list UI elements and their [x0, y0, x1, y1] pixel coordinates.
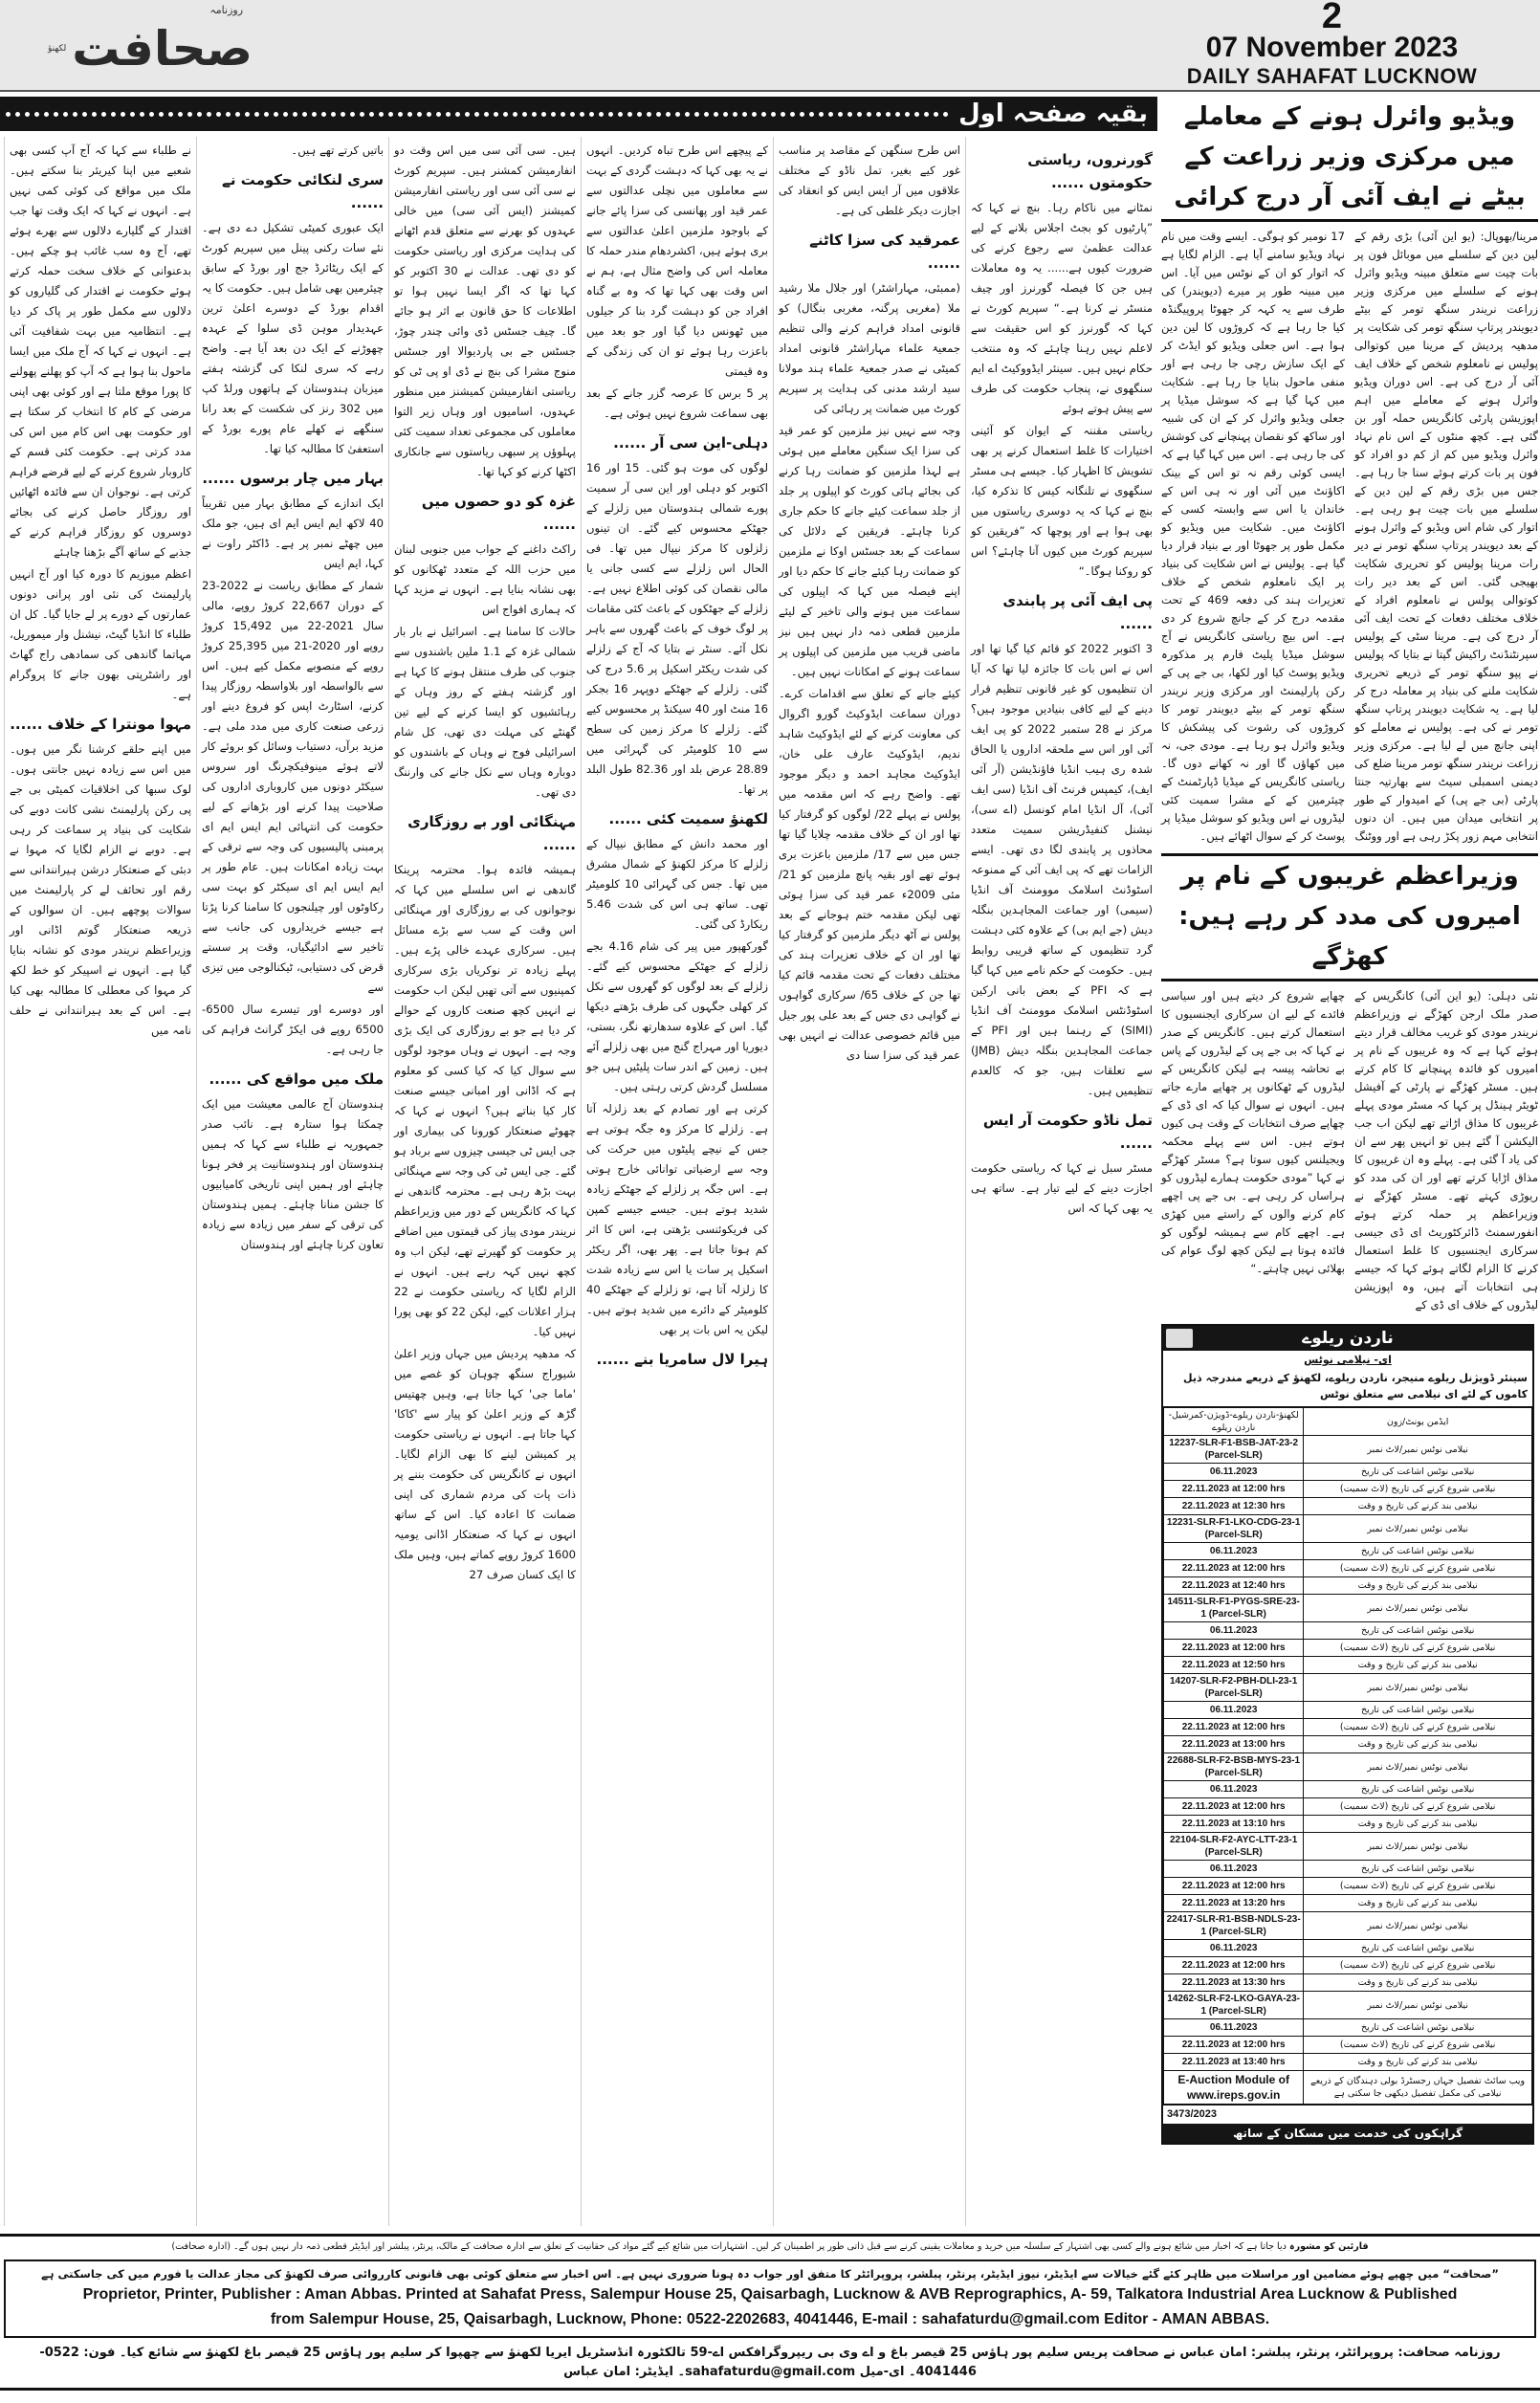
auction-label: نیلامی شروع کرنے کی تاریخ (لاٹ سمیت) — [1304, 1957, 1532, 1974]
paragraph: لوگوں کی موت ہو گئی۔ 15 اور 16 اکتوبر کو دہلی اور این سی آر سمیت پورے شمالی ہندوستان میں زلزلے کے جھٹکے محسوس کیے گئے۔ ان تینوں زلزلوں کا مرکز نیپال میں تھا۔ فی الحال اس زلزلے سے کسی جانی یا مالی نقصان کی کوئی اطلاع نہیں ہے۔ زلزلے کے جھٹکوں کے باعث کئی مقامات پر لوگ خوف کے باعث گھروں سے باہر نکل آئے۔ سنٹر نے بتایا کہ آج کے زلزلے کی شدت ریکٹر اسکیل پر 5.6 درج کی گئی۔ زلزلے کے جھٹکے دوپہر 16 بجکر 16 منٹ اور 40 سیکنڈ پر محسوس کیے گئے۔ زلزلے کا مرکز زمین کی سطح سے 10 کلومیٹر کی گہرائی میں 28.89 عرض بلد اور 82.36 طول البلد پر تھا۔ — [586, 461, 769, 796]
auction-value: 14207-SLR-F2-PBH-DLI-23-1 (Parcel-SLR) — [1164, 1674, 1304, 1702]
auction-value: 22.11.2023 at 13:10 hrs — [1164, 1816, 1304, 1833]
auction-value: 22.11.2023 at 12:00 hrs — [1164, 1481, 1304, 1498]
auction-label: نیلامی نوٹس نمبر/لاٹ نمبر — [1304, 1674, 1532, 1702]
auction-label: ایڈمن یونٹ/زون — [1304, 1408, 1532, 1436]
auction-label: نیلامی شروع کرنے کی تاریخ (لاٹ سمیت) — [1304, 2037, 1532, 2054]
auction-row — [1164, 1481, 1532, 1498]
auction-value: 14262-SLR-F2-LKO-GAYA-23-1 (Parcel-SLR) — [1164, 1992, 1304, 2019]
paragraph: نمٹانے میں ناکام رہا۔ بنچ نے کہا کہ ”پارٹیوں کو بجٹ اجلاس بلانے کے لیے عدالت عظمیٰ سے رجوع کرنے کی ضرورت کیوں ہے...... یہ وہ معاملات ہیں جن کا فیصلہ گورنرز اور چیف منسٹر نے کرنا ہے۔“ سپریم کورٹ نے کہا کہ گورنرز کو اس حقیقت سے لاعلم نہیں رہنا چاہئے کہ وہ منتخب حکام نہیں ہیں۔ سینئر ایڈووکیٹ اے ایم سنگھوی نے، پنجاب حکومت کی طرف سے پیش ہوتے ہوئے — [971, 201, 1153, 415]
subheading: تمل ناڈو حکومت آر ایس ...... — [982, 1112, 1153, 1152]
ad-title: ناردن ریلوے — [1302, 1329, 1394, 1348]
issue-date: 07 November 2023 — [1205, 32, 1459, 63]
auction-row — [1164, 1940, 1532, 1957]
paragraph: کے پیچھے اس طرح تباہ کردیں۔ انہوں نے یہ بھی کہا کہ دہشت گردی کے بہت سے معاملوں میں نچلی عدالتوں سے عمر قید اور پھانسی کی سزا پائے جانے کے باوجود ملزمین اعلیٰ عدالتوں سے بری ہوئے ہیں، اکشردھام مندر حملہ کا معاملہ اس کی واضح مثال ہے، ہم نے اس وقت بھی کہا تھا کہ وہ بے گناہ افراد جن کو دہشت گرد بنا کر جیلوں میں ٹھونس دیا گیا اور جو بعد میں باعزت رہا ہوئے تو ان کی زندگی کے وہ قیمتی — [586, 143, 768, 378]
auction-value: 22.11.2023 at 12:30 hrs — [1164, 1498, 1304, 1515]
advice-label: قارئین کو مشورہ — [1288, 2241, 1369, 2252]
page-body — [0, 97, 1540, 2226]
story-column: 17 نومبر کو ہوگی۔ ایسے وقت میں نام نہاد ویڈیو سامنے آیا ہے۔ الزام لگایا ہے کہ اتوار کو ان کے نوٹس میں آیا۔ اس میں مبینہ طور پر میرے (دیویندر) کی طرف سے یہ کہہ کر جھوٹا پروپیگنڈہ کیا جا رہا ہے کہ کروڑوں کا لین دین ہوا ہے۔ اس جعلی ویڈیو کو ایڈٹ کر کے ایک سازش رچی جا رہی ہے اور منفی ماحول بنایا جا رہا ہے۔ شکایت میں کہا گیا ہے کہ سوشل میڈیا پر جعلی ویڈیو وائرل کر کے ان کی شبیہ اور ساکھ کو نقصان پہنچانے کی کوشش کی جا رہی ہے۔ اس میں کہا گیا ہے کہ ایسی کوئی رقم نہ تو اس کے بینک اکاؤنٹ میں آئی اور نہ ہی اس کے خاندان یا اس سے وابستہ کسی کے اکاؤنٹ میں۔ شکایت میں ویڈیو کو مکمل طور پر جھوٹا اور بے بنیاد قرار دیا گیا ہے۔ پولیس نے اس شکایت کی بنیاد پر ایک نامعلوم شخص کے خلاف تعزیرات ہند کی دفعہ 469 کے تحت مقدمہ درج کر کے جانچ شروع کر دی ہے۔ اس بیچ ریاستی کانگریس نے آج سوشل میڈیا پلیٹ فارم پر مذکورہ ویڈیو پوسٹ کیا اور لکھا، بی جے پی کے رکن پارلیمنٹ اور مرکزی وزیر نریندر سنگھ تومر کے بیٹے دیویندر تومر کا کروڑوں کی رشوت کی پیشکش کا ویڈیو وائرل ہو رہا ہے۔ مودی جی، نہ میں کھاؤں گا اور نہ کھانے دوں گا۔ ریاستی کانگریس کے میڈیا ڈپارٹمنٹ کے چیئرمین کے کے مشرا سمیت کئی لیڈروں نے اس ویڈیو کو سوشل میڈیا پر پوسٹ کر کے سوال اٹھائے ہیں۔ — [1161, 230, 1346, 843]
auction-label: نیلامی شروع کرنے کی تاریخ (لاٹ سمیت) — [1304, 1640, 1532, 1657]
subheading: غزہ کو دو حصوں میں ...... — [421, 493, 576, 533]
paragraph: ہیں۔ سی آئی سی میں اس وقت دو انفارمیشن کمشنر ہیں۔ سپریم کورٹ نے سی آئی سی اور ریاستی انفارمیشن کمیشنز (ایس آئی سی) میں خالی عہدوں کو بھرنے سے متعلق قدم اٹھانے کی ہدایت مرکزی اور ریاستی حکومت کو دی تھی۔ عدالت نے 30 اکتوبر کو کہا تھا کہ اگر ایسا نہیں ہوا تو اطلاعات کا حق قانون بے اثر ہو جائے گا۔ چیف جسٹس ڈی وائی چندر چوڑ، جسٹس جے بی پاردیوالا اور جسٹس منوج مشرا کی بنچ نے ڈی او پی ٹی کو ریاستی انفارمیشن کمیشنز میں منظور عہدوں، اسامیوں اور وہاں زیر التوا معاملوں کی مجموعی تعداد سمیت کئی پہلوؤں پر سبھی ریاستوں سے جانکاری اکٹھا کرنے کو کہا تھا۔ — [394, 143, 576, 478]
subheading: پی ایف آئی پر پابندی ...... — [1002, 592, 1153, 632]
news-column — [196, 137, 388, 2226]
auction-row — [1164, 1719, 1532, 1736]
paragraph: ایک اندازے کے مطابق بہار میں تقریباً 40 لاکھ ایم ایس ایم ای ہیں، جو ملک میں چھٹے نمبر پر ہے۔ ڈاکٹر راوت نے کہا، ایم ایس — [202, 496, 384, 570]
newspaper-logo — [48, 4, 253, 80]
auction-value: 22.11.2023 at 12:00 hrs — [1164, 1957, 1304, 1974]
railway-auction-notice — [1161, 1324, 1534, 2145]
auction-row — [1164, 1622, 1532, 1640]
auction-row — [1164, 1816, 1532, 1833]
section-banner-title: بقیہ صفحہ اول — [958, 99, 1148, 128]
auction-label: نیلامی شروع کرنے کی تاریخ (لاٹ سمیت) — [1304, 1878, 1532, 1895]
auction-row — [1164, 1560, 1532, 1577]
auction-value: 22.11.2023 at 13:20 hrs — [1164, 1895, 1304, 1912]
paragraph: ہمیشہ فائدہ ہوا۔ محترمہ پرینکا گاندھی نے اس سلسلے میں کہا کہ نوجوانوں کی بے روزگاری اور مہنگائی اس وقت کے سب سے بڑے مسائل ہیں۔ سرکاری عہدے خالی پڑے ہیں۔ پہلے زیادہ تر نوکریاں بڑی سرکاری کمپنیوں سے آتی تھیں لیکن اب حکومت نے انہیں کچھ صنعت کاروں کے حوالے کر دیا ہے جو بے روزگاری کی ایک بڑی وجہ ہے۔ انہوں نے وہاں موجود لوگوں سے سوال کیا کہ کیا کسی کو معلوم ہے کہ اڈانی اور امبانی جیسے صنعت کار کیا بناتے ہیں؟ انہوں نے کہا کہ چھوٹے صنعتکار کورونا کی بیماری اور جی ایس ٹی جیسی چیزوں سے برباد ہو گئے۔ جی ایس ٹی کی وجہ سے مہنگائی بہت بڑھ رہی ہے۔ محترمہ گاندھی نے کہا کہ کانگریس کے دور میں وزیراعظم نریندر مودی پیاز کی قیمتوں میں اضافے پر حکومت کو گھیرتے تھے، لیکن اب وہ کچھ نہیں کہہ رہے ہیں۔ انہوں نے الزام لگایا کہ ریاستی حکومت نے 22 ہزار اعلانات کیے، لیکن 22 کو بھی پورا نہیں کیا۔ — [394, 863, 576, 1338]
auction-value: 22688-SLR-F2-BSB-MYS-23-1 (Parcel-SLR) — [1164, 1753, 1304, 1781]
auction-label: نیلامی بند کرنے کی تاریخ و وقت — [1304, 1895, 1532, 1912]
auction-value: 06.11.2023 — [1164, 1861, 1304, 1878]
news-column — [388, 137, 581, 2226]
ireps-link[interactable] — [1164, 2071, 1304, 2105]
dotted-divider — [6, 112, 949, 117]
imprint-line: Proprietor, Printer, Publisher : Aman Abbas. Printed at Sahafat Press, Salempur House 25, Qaisarbagh, Lucknow & AVB Reprographics, A- 59, Talkatora Industrial Area Lucknow & Published — [82, 2286, 1458, 2303]
paragraph: شمار کے مطابق ریاست نے 2022-23 کے دوران 22,667 کروڑ روپے، مالی سال 2021-22 میں 15,492 کروڑ روپے اور 2020-21 میں 25,395 کروڑ روپے کے منصوبے مکمل کیے ہیں۔ اس سے بالواسطہ اور بلاواسطہ روزگار پیدا کرنے، اسٹارٹ اپس کو فروغ دینے اور زرعی صنعت کاری میں مدد ملی ہے۔ مزید برآں، دستیاب وسائل کو بروئے کار لاتے ہوئے مینوفیکچرنگ اور سروس سیکٹر دونوں میں کاروباری اداروں کی صلاحیت پیدا کرنے اور بڑھانے کے لیے حکومت کی انتہائی ایم ایس ایم ای پرمبنی پالیسیوں کی وجہ سے ترقی کے بہت زیادہ امکانات ہیں۔ عام طور پر ایم ایس ایم ای سیکٹر کو بہت سی رکاوٹوں اور چیلنجوں کا سامنا کرنا پڑتا ہے جیسے خریداروں کی جانب سے تاخیر سے ادائیگیاں، وقت پر سستے قرض کی دستیابی، ٹیکنالوجی میں تیزی سے — [202, 579, 384, 994]
auction-value: 22.11.2023 at 13:40 hrs — [1164, 2054, 1304, 2071]
paragraph: اور محمد دانش کے مطابق نیپال کے زلزلے کا مرکز لکھنؤ کے شمال مشرق میں تھا۔ جس کی گہرائی 10 کلومیٹر تھی۔ ساتھ ہی اس کی شدت 5.46 ریکارڈ کی گئی۔ — [586, 837, 769, 931]
news-column — [581, 137, 773, 2226]
paragraph: کیئے جانے کے تعلق سے اقدامات کرے۔ دوران سماعت ایڈوکیٹ گورو اگروال کی معاونت کرنے کے لئے ایڈوکیٹ شاہد ندیم، ایڈوکیٹ عارف علی خان، ایڈوکیٹ مجاہد احمد و دیگر موجود تھے۔ واضح رہے کہ اس مقدمہ میں پولس نے پہلے 22/ لوگوں کو گرفتار کیا تھا اور ان کے خلاف مقدمہ چلایا گیا تھا جس میں سے 17/ ملزمین باعزت بری ہوئے تھے اور بقیہ پانچ ملزمین کو 21/ مئی 2009ء عمر قید کی سزا ہوئی تھی لیکن مقدمہ ختم ہوجانے کے بعد پولس نے آٹھ دیگر ملزمین کو گرفتار کیا تھا اور ان کے خلاف تعزیرات ہند کی مختلف دفعات کے تحت مقدمہ قائم کیا تھا جن کے خلاف 65/ سرکاری گواہوں نے گواہی دی جس کے بعد علی پور جیل میں قائم خصوصی عدالت نے انہیں بھی عمر قید کی سزا سنا دی — [779, 687, 960, 1062]
auction-label: نیلامی نوٹس نمبر/لاٹ نمبر — [1304, 1753, 1532, 1781]
paragraph: وجہ سے نہیں نیز ملزمین کو عمر قید کی سزا ایک سنگین معاملے میں ہوئی ہے لہذا ملزمین کو ضمانت رہا کرنے کی بجائے ہائی کورٹ کو اپیلوں پر جلد از جلد سماعت کیئے جانے کا حکم جاری کرنا چاہئے۔ فریقین کے دلائل کی سماعت کے بعد جسٹس اوکا نے ملزمین کو ضمانت رہا کیئے جانے کا حکم دیا اور اپنے فیصلہ میں کہا کہ اپیلوں کی سماعت میں ہونے والی تاخیر کے لیئے ملزمین قطعی ذمہ دار نہیں ہیں نیز ماضی قریب میں ملزمین کی اپیلوں پر سماعت ہونے کے امکانات نہیں ہیں۔ — [779, 424, 960, 678]
auction-value: 22.11.2023 at 12:50 hrs — [1164, 1657, 1304, 1674]
news-column — [4, 137, 196, 2226]
subheading: مہنگائی اور بے روزگاری ...... — [407, 813, 576, 853]
auction-value: 06.11.2023 — [1164, 2019, 1304, 2037]
website-row — [1164, 2071, 1532, 2105]
paragraph: راکٹ داغنے کے جواب میں جنوبی لبنان میں حزب اللہ کے متعدد ٹھکانوں کو بھی نشانہ بنایا ہے۔ انہوں نے مزید کہا کہ ہماری افواج اس — [394, 542, 576, 616]
auction-row — [1164, 2054, 1532, 2071]
story-kharge — [1161, 853, 1538, 1314]
auction-label: نیلامی بند کرنے کی تاریخ و وقت — [1304, 1974, 1532, 1992]
auction-value: 22.11.2023 at 12:40 hrs — [1164, 1577, 1304, 1595]
auction-value: 06.11.2023 — [1164, 1702, 1304, 1719]
story-column: چھاپے شروع کر دیتے ہیں اور سیاسی فائدے کے لیے ان سرکاری ایجنسیوں کا استعمال کرتے ہیں۔ کانگریس کے صدر نے کہا کہ بی جے پی کے لیڈروں کے پاس بے تحاشہ پیسہ ہے لیکن کانگریس کے لیڈروں کے ٹھکانوں پر چھاپے مارے جاتے ہیں۔ انہوں نے سوال کیا کہ ای ڈی کے چھاپے صرف انتخابات کے وقت ہی کیوں ہوتے ہیں۔ اس سے پہلے محکمہ ویجیلنس کیوں سوتا ہے؟ مسٹر کھڑگے نے کہا ”مودی حکومت ہمارے لیڈروں کو ہراساں کر رہی ہے۔ بی جے پی اچھے کام کرنے والوں کے راستے میں کھڑی ہے۔ اچھے کام سے ہمیشہ لوگوں کو فائدہ ہوتا ہے لیکن کچھ لوگ عوام کی بھلائی نہیں چاہتے۔“ — [1161, 989, 1345, 1275]
railway-logo-icon — [1166, 1329, 1193, 1348]
auction-value: لکھنؤ-ناردن ریلوے-ڈویژن-کمرشیل-ناردن ریلوے — [1164, 1408, 1304, 1436]
auction-row — [1164, 1595, 1532, 1622]
auction-value: 22.11.2023 at 12:00 hrs — [1164, 1878, 1304, 1895]
auction-row — [1164, 1498, 1532, 1515]
auction-label: نیلامی نوٹس اشاعت کی تاریخ — [1304, 1464, 1532, 1481]
continuation-columns — [0, 137, 1157, 2226]
auction-label: نیلامی نوٹس نمبر/لاٹ نمبر — [1304, 1912, 1532, 1940]
paragraph: (ممبئی، مہاراشٹر) اور جلال ملا رشید ملا (مغربی پرگنہ، مغربی بنگال) کو قانونی امداد فراہم کرنے والی تنظیم جمعیۃ علماء مہاراشٹر قانونی امداد کمیٹی نے صدر جمعیۃ علماء ہند مولانا سید ارشد مدنی کی ہدایت پر سپریم کورٹ میں ضمانت پر رہائی کی — [779, 281, 960, 415]
paragraph: ہندوستان آج عالمی معیشت میں ایک چمکتا ہوا ستارہ ہے۔ نائب صدر جمہوریہ نے طلباء سے کہا کہ ہمیں ہندوستان اور ہندوستانیت پر فخر ہونا چاہئے اور ہمیں اپنی تاریخی کامیابیوں کا جشن منانا چاہئے۔ ہمیں ہندوستان کی ترقی کے سفر میں زیادہ سے زیادہ تعاون کرنا چاہئے اور ہندوستان — [202, 1097, 384, 1251]
auction-row — [1164, 1464, 1532, 1481]
auction-row — [1164, 1781, 1532, 1798]
news-column — [965, 137, 1157, 2226]
subheading: عمرقید کی سزا کاٹنے ...... — [809, 231, 960, 272]
auction-row — [1164, 1543, 1532, 1560]
disclaimer: ”صحافت“ میں چھپے ہوئے مضامین اور مراسلات میں ظاہر کئے گئے خیالات سے ایڈیٹر، نیوز ایڈیٹر، پرنٹر، پبلشر، پروپرائٹر کا متفق اور جواب دہ ہونا ضروری نہیں ہے۔ اس اخبار سے متعلق کوئی بھی قانونی کارروائی صرف لکھنؤ کی مجاز عدالت یا فورم میں کی جاسکتی ہے — [41, 2267, 1499, 2281]
auction-value: 22.11.2023 at 13:30 hrs — [1164, 1974, 1304, 1992]
auction-value: 22.11.2023 at 12:00 hrs — [1164, 1798, 1304, 1816]
paragraph: پر 5 برس کا عرصہ گزر جانے کے بعد بھی سماعت شروع نہیں ہوئی ہے۔ — [586, 386, 768, 420]
story-headline: ویڈیو وائرل ہونے کے معاملے میں مرکزی وزیر زراعت کے بیٹے نے ایف آئی آر درج کرائی — [1161, 97, 1538, 222]
auction-label: نیلامی نوٹس اشاعت کی تاریخ — [1304, 1543, 1532, 1560]
story-fir-video — [1161, 97, 1538, 846]
logo-city: لکھنؤ — [48, 44, 67, 54]
paragraph: اور دوسرے اور تیسرے سال 6500-6500 روپے فی ایکڑ گرانٹ فراہم کی جا رہی ہے۔ — [202, 1003, 384, 1056]
story-headline: وزیراعظم غریبوں کے نام پر امیروں کی مدد کر رہے ہیں: کھڑگے — [1161, 856, 1538, 981]
auction-label: نیلامی شروع کرنے کی تاریخ (لاٹ سمیت) — [1304, 1798, 1532, 1816]
story-column: نئی دہلی: (یو این آئی) کانگریس کے صدر ملک ارجن کھڑگے نے وزیراعظم نریندر مودی کو غریب مخالف قرار دیتے ہوئے کہا ہے کہ وہ غریبوں کے نام پر امیروں کو فائدہ پہنچانے کا کام کرتے ہیں۔ مسٹر کھڑگے نے پارٹی کے آفیشل ٹویٹر ہینڈل پر کہا کہ مسٹر مودی پہلے غریبوں کا مذاق اڑاتے تھے لیکن اب جب الیکشن آ گئے ہیں تو انہیں پھر سے ان کی یاد آ گئی ہے۔ پہلے وہ ان غریبوں کا مذاق اڑایا کرتے تھے اور ان کی مدد کو ریوڑی کہتے تھے۔ مسٹر کھڑگے نے وزیراعظم پر حملہ کرتے ہوئے انفورسمنٹ ڈائرکٹوریٹ ای ڈی جیسی سرکاری ایجنسیوں کا غلط استعمال کرنے کا الزام لگاتے ہوئے کہا کہ جیسے ہی انتخابات آتے ہیں، وہ اپوزیشن لیڈروں کے خلاف ای ڈی کے — [1354, 989, 1538, 1312]
masthead — [0, 0, 1540, 92]
paragraph: کہ مدھیہ پردیش میں جہاں وزیر اعلیٰ شیوراج سنگھ چوہان کو غصے میں 'ماما جی' کہا جاتا ہے، وہیں چھتیس گڑھ کے وزیر اعلیٰ کو پیار سے 'کاکا' کہا جاتا ہے۔ انہوں نے ریاستی حکومت پر کمیشن لینے کا بھی الزام لگایا۔ انہوں نے کانگریس کی حکومت بننے پر ذات پات کی مردم شماری کی اپنی ضمانت کا اعادہ کیا۔ اس کے ساتھ انہوں نے کہا کہ صنعتکار اڈانی یومیہ 1600 کروڑ روپے کماتے ہیں، وہیں ملک کا ایک کسان صرف 27 — [394, 1347, 576, 1581]
auction-value: 22104-SLR-F2-AYC-LTT-23-1 (Parcel-SLR) — [1164, 1833, 1304, 1861]
subheading: گورنروں، ریاستی حکومتوں ...... — [1027, 151, 1153, 191]
paragraph: اس طرح سنگھن کے مقاصد پر مناسب غور کیے بغیر، تمل ناڈو کے مختلف علاقوں میں آر ایس ایس کو انعقاد کی اجازت دیکر غلطی کی ہے۔ — [779, 143, 960, 217]
auction-row — [1164, 1833, 1532, 1861]
auction-label: نیلامی نوٹس اشاعت کی تاریخ — [1304, 1781, 1532, 1798]
auction-label: نیلامی بند کرنے کی تاریخ و وقت — [1304, 1577, 1532, 1595]
paragraph: نے طلباء سے کہا کہ آج آپ کسی بھی شعبے میں اپنا کیریئر بنا سکتے ہیں۔ ملک میں مواقع کی کوئی کمی نہیں ہے۔ انہوں نے کہا کہ ایک وقت تھا جب اقتدار کے گلیارے دلالوں سے بھرے ہوئے تھے، آج وہ سب غائب ہو چکے ہیں۔ بدعنوانی کے خلاف سخت حملہ کرتے ہوئے حکومت نے اقتدار کی گلیاروں کو دلالوں سے مکمل طور پر پاک کر دیا ہے۔ انتظامیہ میں بہت شفافیت آئی ہے۔ انہوں نے کہا کہ آج ملک میں ایسا ماحول بنا ہوا ہے کہ آپ کو پھلنے پھولنے کا پورا موقع ملتا ہے اور کوئی بھی اپنی مرضی کے کام کا انتخاب کر سکتا ہے اور حکومت بھی اس کام میں اس کی مدد کرتی ہے۔ حکومت کئی قسم کے کاروبار شروع کرنے کے لیے قرضے فراہم کرتی ہے۔ نوجوان ان سے فائدہ اٹھائیں اور روزگار حاصل کرنے کی بجائے دوسروں کو روزگار فراہم کرنے کے جذبے کے ساتھ آگے بڑھنا چاہئے — [10, 143, 191, 559]
subheading: مہوا مونترا کے خلاف ...... — [10, 716, 191, 733]
section-banner — [0, 97, 1157, 131]
auction-value: 06.11.2023 — [1164, 1622, 1304, 1640]
auction-label: نیلامی نوٹس نمبر/لاٹ نمبر — [1304, 1833, 1532, 1861]
auction-row — [1164, 1577, 1532, 1595]
auction-label: نیلامی نوٹس اشاعت کی تاریخ — [1304, 1861, 1532, 1878]
auction-row — [1164, 1912, 1532, 1940]
auction-row — [1164, 1895, 1532, 1912]
auction-label: نیلامی بند کرنے کی تاریخ و وقت — [1304, 1498, 1532, 1515]
auction-value: 12237-SLR-F1-BSB-JAT-23-2 (Parcel-SLR) — [1164, 1436, 1304, 1464]
auction-row — [1164, 1957, 1532, 1974]
auction-value: 06.11.2023 — [1164, 1464, 1304, 1481]
auction-label: نیلامی نوٹس اشاعت کی تاریخ — [1304, 1622, 1532, 1640]
auction-row — [1164, 1674, 1532, 1702]
paragraph: میں اپنے حلقے کرشنا نگر میں ہوں۔ میں اس سے زیادہ نہیں جانتی ہوں۔ لوک سبھا کی اخلاقیات کمیٹی بی جے پی رکن پارلیمنٹ نشی کانت دوبے کی شکایت کی بنیاد پر سماعت کر رہی ہے۔ دوبے نے الزام لگایا کہ مہوا نے دبئی کے صنعتکار درشن ہیرانندانی سے رقم اور تحائف لے کر پارلیمنٹ میں سوالات پوچھے ہیں۔ ان سوالوں کے ذریعہ صنعتکار گوتم اڈانی اور وزیراعظم نریندر مودی کو نشانہ بنایا گیا ہے۔ انہوں نے اسپیکر کو خط لکھ کر مہوا کی معطلی کا مطالبہ بھی کیا ہے۔ اس کے بعد ہیرانندانی نے حلف نامہ میں — [10, 742, 191, 1037]
left-section — [0, 97, 1157, 2226]
subheading: ہیرا لال سامریا بنے ...... — [596, 1351, 768, 1368]
paragraph: گورکھپور میں پیر کی شام 4.16 بجے زلزلے کے جھٹکے محسوس کیے گئے۔ زلزلے کے بعد لوگوں کو گھروں سے نکل کر کھلی جگہوں کی طرف بڑھتے دیکھا گیا۔ اس کے علاوہ سدھارتھ نگر، بستی، دیوریا اور مہراج گنج میں بھی زلزلے آئے ہیں۔ زمین کے اندر سات پلیٹیں ہیں جو مسلسل گردش کرتی رہتی ہیں۔ — [586, 939, 768, 1093]
paragraph: اعظم میوزیم کا دورہ کیا اور آج انہیں پارلیمنٹ کی نئی اور پرانی دونوں عمارتوں کے دورے پر لے جایا گیا۔ کل ان طلباء کا انڈیا گیٹ، نیشنل وار میموریل، مہاتما گاندھی کی سمادھی راج گھاٹ اور راشٹرپتی بھون جانے کا پروگرام ہے۔ — [10, 567, 191, 701]
ad-subtitle: ای- نیلامی نوٹس — [1304, 1354, 1392, 1366]
auction-label: نیلامی نوٹس اشاعت کی تاریخ — [1304, 1702, 1532, 1719]
auction-value: 12231-SLR-F1-LKO-CDG-23-1 (Parcel-SLR) — [1164, 1515, 1304, 1543]
auction-row — [1164, 1878, 1532, 1895]
auction-label: نیلامی نوٹس اشاعت کی تاریخ — [1304, 1940, 1532, 1957]
ireps-url[interactable]: www.ireps.gov.in — [1186, 2088, 1281, 2102]
auction-label: نیلامی شروع کرنے کی تاریخ (لاٹ سمیت) — [1304, 1560, 1532, 1577]
auction-label: نیلامی نوٹس اشاعت کی تاریخ — [1304, 2019, 1532, 2037]
logo-subtitle: روزنامہ — [209, 4, 244, 16]
paragraph: 3 اکتوبر 2022 کو قائم کیا گیا تھا اور اس نے اس بات کا جائزہ لیا تھا کہ آیا ان تنظیموں کو غیر قانونی تنظیم قرار دینے کے لیے کافی بنیادیں موجود ہیں؟ مرکز نے 28 ستمبر 2022 کو پی ایف آئی اور اس سے ملحقہ اداروں یا الحاق شدہ ری ہیب انڈیا فاؤنڈیشن (آر آئی ایف)، کیمپس فرنٹ آف انڈیا (سی ایف آئی)، آل انڈیا امام کونسل (اے سی)، نیشنل کنفیڈریشن سمیت متعدد محاذوں پر پابندی لگا دی تھی۔ ایسے الزامات تھے کہ پی ایف آئی کے ممنوعہ اسٹوڈنٹ اسلامک موومنٹ آف انڈیا (سیمی) اور جماعت المجاہدین بنگلہ دیش (جے ایم بی) کے علاوہ کئی دہشت گرد تنظیموں کے ساتھ قریبی روابط ہیں۔ حکومت کے حکم نامے میں کہا گیا ہے کہ PFI کے بعض بانی ارکین اسٹوڈنٹس اسلامک موومنٹ آف انڈیا (SIMI) کے رہنما ہیں اور PFI کے جماعت المجاہدین بنگلہ دیش (JMB) سے تعلقات ہیں، جو کہ کالعدم تنظیمیں ہیں۔ — [971, 642, 1153, 1097]
ad-intro: سینئر ڈویژنل ریلوے منیجر، ناردن ریلوے، لکھنؤ کے ذریعے مندرجہ ذیل کاموں کے لئے ای نیلامی سے متعلق نوٹس — [1163, 1370, 1532, 1407]
auction-value: 22.11.2023 at 12:00 hrs — [1164, 1560, 1304, 1577]
auction-value: 22.11.2023 at 12:00 hrs — [1164, 1719, 1304, 1736]
auction-label: نیلامی نوٹس نمبر/لاٹ نمبر — [1304, 1515, 1532, 1543]
ad-tagline: گراہکوں کی خدمت میں مسکان کے ساتھ — [1163, 2124, 1532, 2143]
auction-label: نیلامی بند کرنے کی تاریخ و وقت — [1304, 1816, 1532, 1833]
auction-row — [1164, 1798, 1532, 1816]
auction-value: 22417-SLR-R1-BSB-NDLS-23-1 (Parcel-SLR) — [1164, 1912, 1304, 1940]
right-stories — [1161, 97, 1538, 2226]
story-column: مرینا/بھوپال: (یو این آئی) بڑی رقم کے لین دین کے سلسلے میں موبائل فون پر بات چیت سے متعلق مبینہ ویڈیو وائرل ہونے کے سلسلے میں مرکزی وزیر زراعت نریندر سنگھ تومر کے بیٹے دیویندر پرتاپ سنگھ تومر کی شکایت پر مدھیہ پردیش کے مرینا میں کوتوالی پولیس نے نامعلوم شخص کے خلاف ایف آئی آر درج کی ہے۔ اس دوران ویڈیو وائرل ہونے کے معاملے میں اہم اپوزیشن پارٹی کانگریس حملہ آور بن گئی ہے۔ کچھ منٹوں کے اس نام نہاد وائرل ویڈیو میں کم از کم دو افراد کو فون پر بات کرتے ہوئے سنا جا رہا ہے۔ جس میں بڑی رقم کے لین دین کے سلسلے میں بات چیت ہو رہی ہے۔ اتوار کی شام اس ویڈیو کے وائرل ہونے کے بعد دیویندر پرتاپ سنگھ تومر نے دیر رات مرینا پولیس کو تحریری شکایت بھیجی گئی۔ اس کے بعد دیر رات کوتوالی پولس نے نامعلوم افراد کے خلاف مختلف دفعات کے تحت ایف آئی آر درج کی ہے۔ مرینا سٹی کے پولیس سپرنٹنڈنٹ راکیش گپتا نے بتایا کہ پولیس نے پپو سنگھ تومر کے ذریعے تحریری شکایت ملنے کی بنیاد پر معاملہ درج کر لیا ہے۔ یہ شکایت دیویندر پرتاپ سنگھ تومر نے کی ہے۔ پولیس نے معاملے کو اپنی جانچ میں لے لیا ہے۔ مرکزی وزیر زراعت نریندر سنگھ تومر مرینا ضلع کی دیمنی اسمبلی سیٹ سے بھارتیہ جنتا پارٹی (بی جے پی) کے امیدوار کے طور پر انتخابی میدان میں ہیں۔ ان دنوں انتخابی مہم زور پکڑ رہی ہے اور ووٹنگ — [1354, 230, 1538, 843]
website-label: ویب سائٹ تفصیل جہاں رجسٹرڈ بولی دہندگان کے ذریعے نیلامی کی مکمل تفصیل دیکھی جا سکتی ہے — [1304, 2071, 1532, 2105]
imprint-line: from Salempur House, 25, Qaisarbagh, Lucknow, Phone: 0522-2202683, 4041446, E-mail : sahafaturdu@gmail.com Editor - AMAN ABBAS. — [270, 2311, 1270, 2327]
imprint-box — [4, 2260, 1536, 2338]
paragraph: ریاستی مقننہ کے ایوان کو آئینی اختیارات کا غلط استعمال کرنے پر بھی تشویش کا اظہار کیا۔ جیسے ہی مسٹر سنگھوی نے تلنگانہ کیس کا تذکرہ کیا، بنچ نے کہا کہ یہ دوسری ریاستوں میں بھی ہوا ہے اور پوچھا کہ ”فریقین کو سپریم کورٹ میں کیوں آنا چاہئے؟ اس کو روکنا ہوگا۔“ — [971, 424, 1153, 578]
subheading: لکھنؤ سمیت کئی ...... — [608, 810, 768, 827]
auction-label: نیلامی نوٹس نمبر/لاٹ نمبر — [1304, 1436, 1532, 1464]
paper-name: DAILY SAHAFAT LUCKNOW — [1186, 64, 1478, 88]
auction-row — [1164, 1640, 1532, 1657]
paragraph: حالات کا سامنا ہے۔ اسرائیل نے بار بار شمالی غزہ کے 1.1 ملین باشندوں سے جنوب کی طرف منتقل ہونے کا کہا ہے اور گزشتہ ہفتے کے روز وہاں کے رہائشیوں کو ایسا کرنے کے لیے تین گھنٹے کی مہلت دی تھی، کل شام اسرائیلی فوج نے وہاں کے باشندوں کو دوبارہ وہاں سے نکل جانے کی وارننگ دی تھی۔ — [394, 625, 576, 799]
auction-row — [1164, 2019, 1532, 2037]
auction-label: نیلامی شروع کرنے کی تاریخ (لاٹ سمیت) — [1304, 1481, 1532, 1498]
auction-value: 06.11.2023 — [1164, 1940, 1304, 1957]
auction-label: نیلامی بند کرنے کی تاریخ و وقت — [1304, 1736, 1532, 1753]
page-number: 2 — [1321, 0, 1343, 36]
auction-label: نیلامی بند کرنے کی تاریخ و وقت — [1304, 1657, 1532, 1674]
news-column — [773, 137, 965, 2226]
auction-label: نیلامی شروع کرنے کی تاریخ (لاٹ سمیت) — [1304, 1719, 1532, 1736]
subheading: سری لنکائی حکومت نے ...... — [222, 171, 384, 211]
subheading: بہار میں چار برسوں ...... — [202, 470, 384, 487]
auction-row — [1164, 1515, 1532, 1543]
paragraph: باتیں کرتے تھے ہیں۔ — [291, 143, 384, 157]
subheading: ملک میں مواقع کی ...... — [209, 1070, 384, 1088]
auction-row — [1164, 1657, 1532, 1674]
auction-value: 22.11.2023 at 12:00 hrs — [1164, 1640, 1304, 1657]
auction-value: 06.11.2023 — [1164, 1781, 1304, 1798]
ad-reference: 3473/2023 — [1163, 2105, 1532, 2124]
auction-row — [1164, 1753, 1532, 1781]
logo-title: صحافت — [72, 21, 253, 77]
auction-row — [1164, 1436, 1532, 1464]
subheading: دہلی-این سی آر ...... — [613, 434, 768, 452]
auction-value: 22.11.2023 at 13:00 hrs — [1164, 1736, 1304, 1753]
urdu-imprint: روزنامہ صحافت: پروپرائٹر، پرنٹر، پبلشر: امان عباس نے صحافت پریس سلیم پور ہاؤس 25 قیصر باغ و اے وی بی ریپروگرافکس اے-59 تالکٹورہ انڈسٹریل ایریا لکھنؤ سے چھپوا کر سلیم پور ہاؤس 25 قیصر باغ لکھنؤ سے شائع کیا۔ فون: 0522-4041446۔ ای-میل sahafaturdu@gmail.com۔ ایڈیٹر: امان عباس — [0, 2344, 1540, 2391]
auction-row — [1164, 1992, 1532, 2019]
auction-label: نیلامی نوٹس نمبر/لاٹ نمبر — [1304, 1992, 1532, 2019]
advice-text: دیا جاتا ہے کہ اخبار میں شائع ہونے والے کسی بھی اشتہار کے سلسلہ میں خرید و معاملات یقینی کرنے سے قبل ذاتی طور پر اطمینان کر لیں۔ اشتہارات میں شائع کیے گئے مواد کی حقانیت کے تعلق سے ادارہ صحافت کے مالک، پرنٹر، پبلشر اور ایڈیٹر قطعی ذمہ دار نہیں ہوں گے۔ (ادارہ صحافت) — [171, 2241, 1287, 2252]
paragraph: کرتی ہے اور تصادم کے بعد زلزلہ آتا ہے۔ زلزلے کا مرکز وہ جگہ ہوتی ہے جس کے نیچے پلیٹوں میں حرکت کی وجہ سے ارضیاتی توانائی خارج ہوتی ہے۔ اس جگہ پر زلزلے کے جھٹکے زیادہ شدید ہوتے ہیں۔ جیسے جیسے کمپن کی فریکوئنسی بڑھتی ہے، اس کا اثر کم ہوتا جاتا ہے۔ پھر بھی، اگر ریکٹر اسکیل پر سات یا اس سے زیادہ شدت کا زلزلہ آتا ہے، تو زلزلے کے جھٹکے 40 کلومیٹر کے دائرے میں شدید ہوتے ہیں۔ لیکن یہ اس بات پر بھی — [586, 1102, 768, 1336]
auction-table — [1163, 1407, 1532, 2105]
auction-row — [1164, 1736, 1532, 1753]
paragraph: ایک عبوری کمیٹی تشکیل دے دی ہے۔ نئے سات رکنی پینل میں سپریم کورٹ کے ایک ریٹائرڈ جج اور بورڈ کے سابق چیئرمین بھی شامل ہیں۔ حکومت کا یہ اقدام بورڈ کے دوسرے اعلیٰ ترین عہدیدار موہن ڈی سلوا کے عہدہ چھوڑنے کے ایک دن بعد آیا ہے۔ واضح رہے کہ سری لنکا کی گزشتہ ہفتے میزبان ہندوستان کے ہاتھوں ورلڈ کپ میں 302 رنز کی شکست کے بعد رانا سنگھے نے کھلے عام پورے بورڈ کے استعفیٰ کا مطالبہ کیا تھا۔ — [202, 221, 384, 455]
auction-value: 06.11.2023 — [1164, 1543, 1304, 1560]
auction-row — [1164, 1408, 1532, 1436]
auction-value: 14511-SLR-F1-PYGS-SRE-23-1 (Parcel-SLR) — [1164, 1595, 1304, 1622]
auction-row — [1164, 1974, 1532, 1992]
auction-row — [1164, 2037, 1532, 2054]
auction-value: 22.11.2023 at 12:00 hrs — [1164, 2037, 1304, 2054]
auction-label: نیلامی بند کرنے کی تاریخ و وقت — [1304, 2054, 1532, 2071]
auction-row — [1164, 1861, 1532, 1878]
reader-advice — [0, 2234, 1540, 2254]
auction-label: نیلامی نوٹس نمبر/لاٹ نمبر — [1304, 1595, 1532, 1622]
ireps-line: E-Auction Module of — [1177, 2073, 1289, 2086]
auction-row — [1164, 1702, 1532, 1719]
paragraph: مسٹر سبل نے کہا کہ ریاستی حکومت اجازت دینے کے لیے تیار ہے۔ ساتھ ہی یہ بھی کہا کہ اس — [971, 1161, 1153, 1215]
